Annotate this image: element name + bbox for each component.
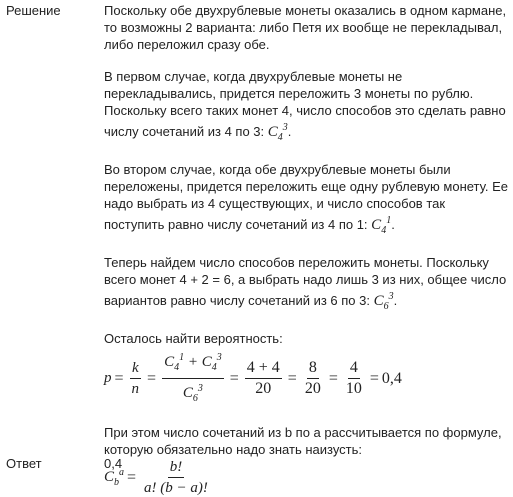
answer-label: Ответ bbox=[6, 456, 42, 471]
solution-label: Решение bbox=[6, 3, 61, 18]
formula-p: p bbox=[104, 370, 112, 386]
fraction-eight-twenty: $\frac{8}{20}$ bbox=[304, 359, 321, 397]
paragraph-3-text: Во втором случае, когда обе двухрублевые монеты были переложены, придется переложить еще одну рублевую монету. Ее надо выбрать из 4 существующих, и число способов так поступить равно числу сочетаний из 4 по 1: bbox=[104, 162, 508, 232]
fraction-factorials: $\frac{b!}{a! (b - a)!}$ bbox=[144, 459, 208, 496]
fraction-four-ten: $\frac{4}{10}$ bbox=[345, 359, 362, 397]
answer-value: 0,4 bbox=[104, 456, 123, 471]
paragraph-6: При этом число сочетаний из b по a рассчитывается по формуле, которую обязательно надо знать наизусть: bbox=[104, 425, 502, 457]
fraction-combinations: $\frac{C_4^1 + C_4^3}{C_6^3}$ bbox=[162, 349, 224, 408]
probability-formula: p = $\frac{k}{n}$ = $\frac{C_4^1 + C_4^3}{C_6^3}$ = $\frac{4 + 4}{20}$ = $\frac{8}{20}$ = $\frac{4}{10}$ = 0,4 bbox=[104, 349, 509, 408]
formula-c4-1: $C_4^1$ bbox=[371, 215, 392, 236]
solution-content bbox=[104, 2, 509, 497]
paragraph-1: Поскольку обе двухрублевые монеты оказались в одном кармане, то возможны 2 варианта: либо Петя их вообще не перекладывал, либо переложил сразу обе. bbox=[104, 3, 507, 52]
formula-result: 0,4 bbox=[381, 370, 402, 387]
paragraph-5-intro: Осталось найти вероятность: bbox=[104, 331, 283, 346]
fraction-sum: $\frac{4 + 4}{20}$ bbox=[246, 359, 280, 397]
formula-c-b-a: $C_b^a$ bbox=[104, 467, 125, 488]
fraction-k-n: $\frac{k}{n}$ bbox=[131, 360, 140, 397]
formula-c6-3: $C_6^3$ bbox=[373, 291, 394, 312]
paragraph-4-text: Теперь найдем число способов переложить монеты. Поскольку всего монет 4 + 2 = 6, а выбрать надо лишь 3 из них, общее число вариантов равно числу сочетаний из 6 по 3: bbox=[104, 255, 507, 308]
paragraph-2-text: В первом случае, когда двухрублевые монеты не перекладывались, придется переложить 3 монеты по рублю. Поскольку всего таких монет 4, число способов это сделать равно числу сочетаний из 4 по 3: bbox=[104, 69, 506, 139]
paragraph-4: Теперь найдем число способов переложить монеты. Поскольку всего монет 4 + 2 = 6, а выбрать надо лишь 3 из них, общее число вариантов равно числу сочетаний из 6 по 3: $C_6^3$. bbox=[104, 255, 507, 312]
paragraph-3: Во втором случае, когда обе двухрублевые монеты были переложены, придется переложить еще одну рублевую монету. Ее надо выбрать из 4 существующих, и число способов так поступить равно числу сочетаний из 4 по 1: $C_4^1$. bbox=[104, 162, 508, 236]
combination-formula: $C_b^a$ = $\frac{b!}{a! (b - a)!}$ bbox=[104, 459, 208, 496]
paragraph-2: В первом случае, когда двухрублевые монеты не перекладывались, придется переложить 3 монеты по рублю. Поскольку всего таких монет 4, число способов это сделать равно числу сочетаний из 4 по 3: $C_4^3$. bbox=[104, 69, 506, 143]
formula-c4-3: $C_4^3$ bbox=[267, 122, 288, 143]
